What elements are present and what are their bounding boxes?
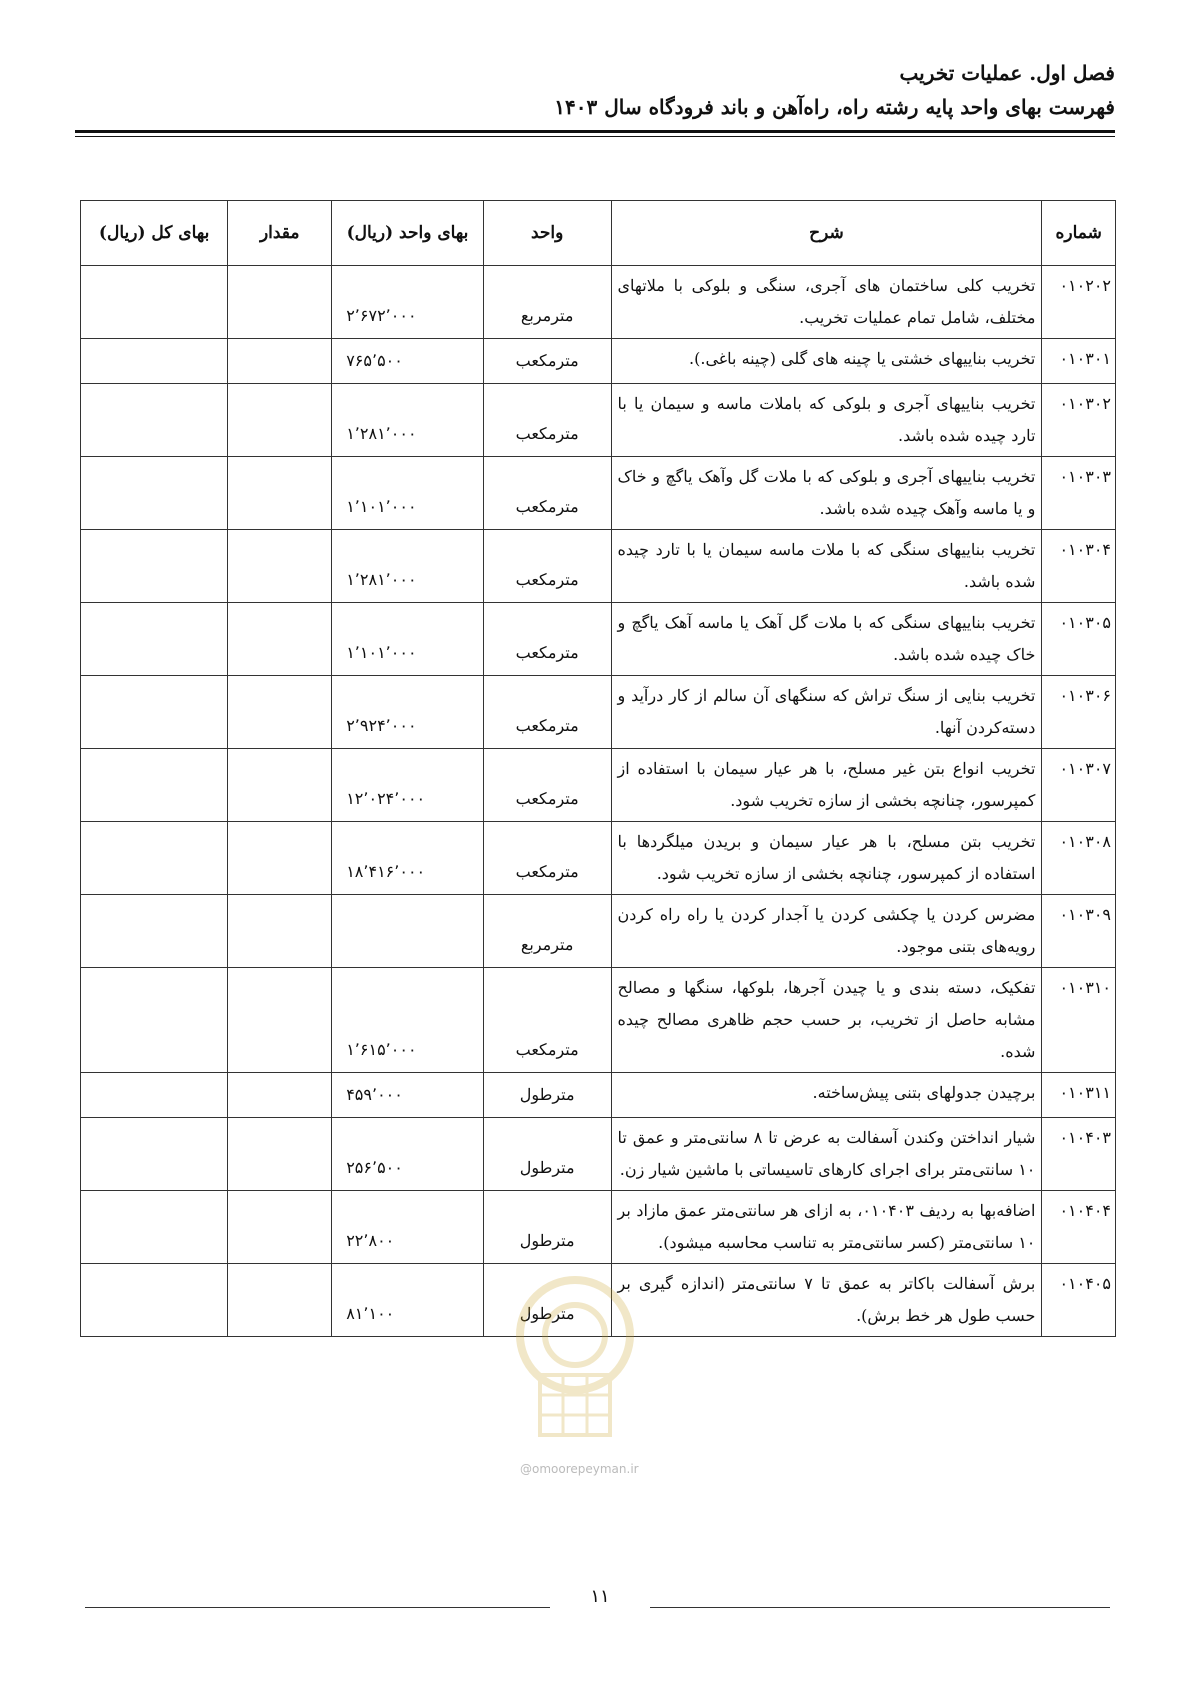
row-unit: مترمکعب (483, 603, 611, 676)
table-row (81, 384, 1116, 457)
row-unit-price: ۴۵۹٬۰۰۰ (332, 1073, 484, 1118)
row-quantity (228, 339, 332, 384)
row-quantity (228, 603, 332, 676)
table-header-row (81, 201, 1116, 266)
row-number: ۰۱۰۳۰۸ (1042, 822, 1116, 895)
row-description: تفکیک، دسته بندی و یا چیدن آجرها، بلوکها، سنگها و مصالح مشابه حاصل از تخریب، بر حسب حجم ظاهری مصالح چیده شده. (611, 968, 1042, 1073)
row-total-price (81, 384, 228, 457)
header-number: شماره (1042, 201, 1116, 266)
row-unit-price: ۱٬۶۱۵٬۰۰۰ (332, 968, 484, 1073)
row-number: ۰۱۰۴۰۳ (1042, 1118, 1116, 1191)
row-unit: مترمکعب (483, 749, 611, 822)
row-total-price (81, 266, 228, 339)
row-unit: مترمکعب (483, 822, 611, 895)
row-quantity (228, 1073, 332, 1118)
header-rule-thick (75, 130, 1115, 133)
row-description: مضرس کردن یا چکشی کردن یا آجدار کردن یا راه راه کردن رویه‌های بتنی موجود. (611, 895, 1042, 968)
footer-rule-right (650, 1607, 1110, 1608)
row-unit: مترطول (483, 1191, 611, 1264)
row-total-price (81, 603, 228, 676)
header-unit: واحد (483, 201, 611, 266)
row-quantity (228, 1264, 332, 1337)
row-unit-price: ۱٬۲۸۱٬۰۰۰ (332, 530, 484, 603)
row-description: تخریب کلی ساختمان های آجری، سنگی و بلوکی با ملاتهای مختلف، شامل تمام عملیات تخریب. (611, 266, 1042, 339)
row-unit: مترمربع (483, 895, 611, 968)
row-total-price (81, 339, 228, 384)
row-description: تخریب بناییهای خشتی یا چینه های گلی (چینه باغی.). (611, 339, 1042, 384)
row-unit: مترمکعب (483, 339, 611, 384)
row-total-price (81, 457, 228, 530)
row-number: ۰۱۰۳۰۱ (1042, 339, 1116, 384)
footer-rule-left (85, 1607, 550, 1608)
row-quantity (228, 1191, 332, 1264)
row-number: ۰۱۰۳۰۶ (1042, 676, 1116, 749)
table-row (81, 1191, 1116, 1264)
row-description: برش آسفالت باکاتر به عمق تا ۷ سانتی‌متر (اندازه گیری بر حسب طول هر خط برش). (611, 1264, 1042, 1337)
row-total-price (81, 530, 228, 603)
row-number: ۰۱۰۲۰۲ (1042, 266, 1116, 339)
row-unit-price: ۸۱٬۱۰۰ (332, 1264, 484, 1337)
row-unit-price: ۲٬۶۷۲٬۰۰۰ (332, 266, 484, 339)
row-total-price (81, 1264, 228, 1337)
row-total-price (81, 1073, 228, 1118)
row-total-price (81, 895, 228, 968)
row-description: تخریب بناییهای سنگی که با ملات ماسه سیمان یا با تارد چیده شده باشد. (611, 530, 1042, 603)
row-description: برچیدن جدولهای بتنی پیش‌ساخته. (611, 1073, 1042, 1118)
row-unit: مترطول (483, 1264, 611, 1337)
row-number: ۰۱۰۳۰۹ (1042, 895, 1116, 968)
row-unit: مترمکعب (483, 676, 611, 749)
row-number: ۰۱۰۴۰۵ (1042, 1264, 1116, 1337)
table-row (81, 676, 1116, 749)
row-quantity (228, 266, 332, 339)
row-unit: مترمکعب (483, 968, 611, 1073)
row-total-price (81, 822, 228, 895)
table-row (81, 339, 1116, 384)
table-row (81, 968, 1116, 1073)
row-unit-price: ۷۶۵٬۵۰۰ (332, 339, 484, 384)
row-unit-price: ۱٬۲۸۱٬۰۰۰ (332, 384, 484, 457)
row-number: ۰۱۰۳۰۷ (1042, 749, 1116, 822)
row-description: تخریب بناییهای سنگی که با ملات گل آهک یا ماسه آهک یاگچ و خاک چیده شده باشد. (611, 603, 1042, 676)
header-rule-thin (75, 136, 1115, 137)
row-total-price (81, 1118, 228, 1191)
document-subtitle: فهرست بهای واحد پایه رشته راه، راه‌آهن و باند فرودگاه سال ۱۴۰۳ (554, 95, 1115, 119)
row-unit: مترمکعب (483, 384, 611, 457)
row-unit-price: ۱۸٬۴۱۶٬۰۰۰ (332, 822, 484, 895)
row-unit-price: ۲۵۶٬۵۰۰ (332, 1118, 484, 1191)
row-description: شیار انداختن وکندن آسفالت به عرض تا ۸ سانتی‌متر و عمق تا ۱۰ سانتی‌متر برای اجرای کارهای تاسیساتی با ماشین شیار زن. (611, 1118, 1042, 1191)
row-description: تخریب بناییهای آجری و بلوکی که با ملات گل وآهک یاگچ و خاک و یا ماسه وآهک چیده شده باشد. (611, 457, 1042, 530)
header-quantity: مقدار (228, 201, 332, 266)
row-number: ۰۱۰۴۰۴ (1042, 1191, 1116, 1264)
row-description: تخریب بناییهای آجری و بلوکی که باملات ماسه و سیمان یا با تارد چیده شده باشد. (611, 384, 1042, 457)
price-list-table (80, 200, 1116, 1337)
row-unit-price: ۱٬۱۰۱٬۰۰۰ (332, 457, 484, 530)
table-row (81, 266, 1116, 339)
row-number: ۰۱۰۳۰۳ (1042, 457, 1116, 530)
table-row (81, 603, 1116, 676)
row-quantity (228, 749, 332, 822)
table-row (81, 749, 1116, 822)
table-row (81, 822, 1116, 895)
page-header (75, 58, 1115, 122)
row-unit: مترمکعب (483, 457, 611, 530)
table-row (81, 895, 1116, 968)
header-description: شرح (611, 201, 1042, 266)
row-unit-price: ۱٬۱۰۱٬۰۰۰ (332, 603, 484, 676)
row-number: ۰۱۰۳۱۰ (1042, 968, 1116, 1073)
row-unit-price: ۲۲٬۸۰۰ (332, 1191, 484, 1264)
row-number: ۰۱۰۳۰۴ (1042, 530, 1116, 603)
row-unit-price: ۱۲٬۰۲۴٬۰۰۰ (332, 749, 484, 822)
row-quantity (228, 384, 332, 457)
row-quantity (228, 895, 332, 968)
row-unit: مترمکعب (483, 530, 611, 603)
row-total-price (81, 1191, 228, 1264)
row-quantity (228, 457, 332, 530)
row-quantity (228, 676, 332, 749)
row-total-price (81, 968, 228, 1073)
table-row (81, 1118, 1116, 1191)
row-description: تخریب انواع بتن غیر مسلح، با هر عیار سیمان با استفاده از کمپرسور، چنانچه بخشی از سازه تخریب شود. (611, 749, 1042, 822)
row-unit: مترطول (483, 1118, 611, 1191)
page-number: ۱۱ (590, 1586, 610, 1607)
row-unit: مترمربع (483, 266, 611, 339)
table-row (81, 530, 1116, 603)
watermark-text: @omoorepeyman.ir (520, 1462, 639, 1476)
chapter-title: فصل اول. عملیات تخریب (899, 61, 1115, 85)
table-row (81, 1264, 1116, 1337)
row-quantity (228, 822, 332, 895)
row-description: اضافه‌بها به ردیف ۰۱۰۴۰۳، به ازای هر سانتی‌متر عمق مازاد بر ۱۰ سانتی‌متر (کسر سانتی‌متر به تناسب محاسبه میشود). (611, 1191, 1042, 1264)
row-total-price (81, 676, 228, 749)
row-quantity (228, 530, 332, 603)
table-row (81, 1073, 1116, 1118)
row-total-price (81, 749, 228, 822)
row-number: ۰۱۰۳۰۲ (1042, 384, 1116, 457)
header-total-price: بهای کل (ریال) (81, 201, 228, 266)
row-unit-price (332, 895, 484, 968)
row-quantity (228, 968, 332, 1073)
row-number: ۰۱۰۳۰۵ (1042, 603, 1116, 676)
row-unit-price: ۲٬۹۲۴٬۰۰۰ (332, 676, 484, 749)
row-description: تخریب بنایی از سنگ تراش که سنگهای آن سالم از کار درآید و دسته‌کردن آنها. (611, 676, 1042, 749)
row-number: ۰۱۰۳۱۱ (1042, 1073, 1116, 1118)
row-unit: مترطول (483, 1073, 611, 1118)
table-row (81, 457, 1116, 530)
row-description: تخریب بتن مسلح، با هر عیار سیمان و بریدن میلگردها با استفاده از کمپرسور، چنانچه بخشی از سازه تخریب شود. (611, 822, 1042, 895)
row-quantity (228, 1118, 332, 1191)
header-unit-price: بهای واحد (ریال) (332, 201, 484, 266)
